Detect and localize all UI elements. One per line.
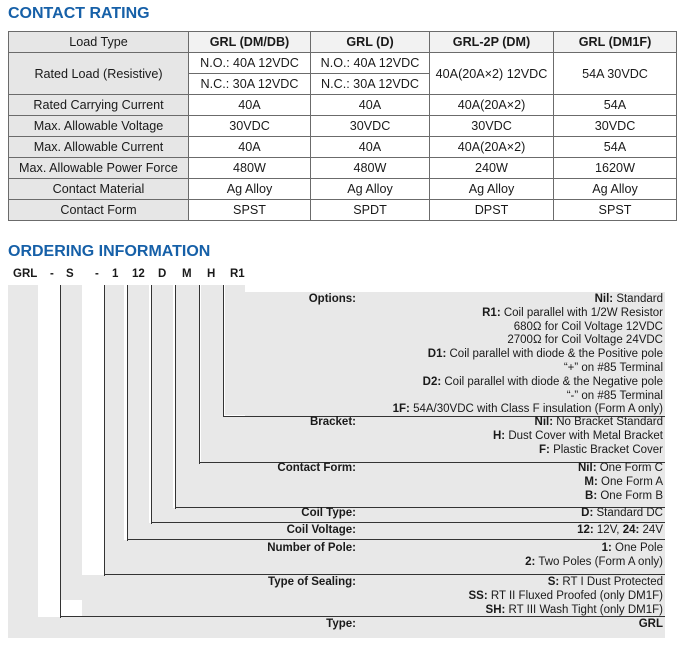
bracket-list <box>493 416 663 457</box>
row-label: Max. Allowable Voltage <box>9 116 189 137</box>
option-text: 54A/30VDC with Class F insulation (Form A only) <box>409 403 663 416</box>
option-text: 12V, <box>593 524 623 536</box>
table-cell: 40A(20A×2) 12VDC <box>430 53 554 95</box>
coil-type-list <box>581 507 663 521</box>
row-label: Max. Allowable Power Force <box>9 158 189 179</box>
code-poles: 1 <box>112 268 119 280</box>
option-line <box>393 321 663 335</box>
option-key: Nil: <box>578 462 597 474</box>
table-row <box>9 179 677 200</box>
option-text: One Form B <box>597 489 663 502</box>
option-line <box>393 307 663 321</box>
table-cell: 54A <box>554 95 677 116</box>
table-cell: Ag Alloy <box>189 179 311 200</box>
table-cell: N.O.: 40A 12VDC <box>311 53 430 74</box>
option-key: D1: <box>427 348 447 361</box>
table-cell: Ag Alloy <box>554 179 677 200</box>
table-cell: 30VDC <box>189 116 311 137</box>
option-key: 24: <box>622 524 640 536</box>
table-cell: 240W <box>430 158 554 179</box>
option-key: 1: <box>601 542 612 554</box>
poles-line <box>104 285 105 576</box>
code-coil-type: D <box>158 268 167 280</box>
option-text: No Bracket Standard <box>553 416 663 428</box>
option-text: Coil parallel with 1/2W Resistor <box>500 306 663 319</box>
table-cell: SPST <box>189 200 311 221</box>
poles-divider <box>104 574 665 575</box>
option-line <box>525 542 663 556</box>
table-cell: 30VDC <box>430 116 554 137</box>
option-text: 2700Ω for Coil Voltage 24VDC <box>507 334 663 347</box>
option-line <box>525 556 663 570</box>
code-contact-form: M <box>182 268 192 280</box>
option-text: “+” on #85 Terminal <box>563 361 663 374</box>
option-key: R1: <box>482 306 501 319</box>
table-cell: 40A(20A×2) <box>430 137 554 158</box>
table-row <box>9 53 677 74</box>
table-cell: 480W <box>189 158 311 179</box>
poles-list <box>525 542 663 570</box>
option-text: Two Poles (Form A only) <box>535 555 663 568</box>
table-cell: DPST <box>430 200 554 221</box>
option-key: B: <box>585 489 598 502</box>
table-cell: 54A 30VDC <box>554 53 677 95</box>
option-line <box>577 524 663 538</box>
table-row <box>9 137 677 158</box>
bracket-line <box>199 285 200 464</box>
header-grl-2p: GRL-2P (DM) <box>430 32 554 53</box>
ordering-info-heading: ORDERING INFORMATION <box>8 243 211 260</box>
table-cell: 40A <box>189 95 311 116</box>
coil-type-divider <box>151 522 665 523</box>
option-text: Standard <box>613 293 663 305</box>
header-grl-dm1f: GRL (DM1F) <box>554 32 677 53</box>
option-key: SS: <box>468 589 488 602</box>
coil-voltage-divider <box>127 539 665 540</box>
table-cell: 40A <box>311 137 430 158</box>
option-text: 24V <box>639 524 663 536</box>
option-line <box>393 348 663 362</box>
option-text: RT III Wash Tight (only DM1F) <box>505 603 663 616</box>
table-cell: 480W <box>311 158 430 179</box>
guide-column-type <box>8 285 38 638</box>
code-type: GRL <box>13 268 38 280</box>
option-line <box>468 576 663 590</box>
option-line <box>393 293 663 307</box>
bracket-label: Bracket: <box>309 416 356 428</box>
option-line <box>578 476 663 490</box>
options-list <box>393 293 663 417</box>
row-label: Contact Form <box>9 200 189 221</box>
header-load-type: Load Type <box>9 32 189 53</box>
option-line <box>578 490 663 504</box>
option-text: “-” on #85 Terminal <box>566 389 663 402</box>
option-key: D2: <box>422 375 442 388</box>
type-label: Type: <box>326 618 356 630</box>
option-key: 2: <box>525 555 536 568</box>
option-key: Nil: <box>594 293 614 305</box>
option-line <box>468 604 663 618</box>
table-cell: 54A <box>554 137 677 158</box>
guide-column-pole <box>104 285 124 575</box>
option-key: F: <box>539 443 550 456</box>
table-cell: Ag Alloy <box>430 179 554 200</box>
sealing-list <box>468 576 663 617</box>
table-cell: N.C.: 30A 12VDC <box>189 74 311 95</box>
coil-type-line <box>151 285 152 524</box>
code-dash: - <box>50 268 54 280</box>
option-text: 680Ω for Coil Voltage 12VDC <box>513 320 663 333</box>
table-cell: 1620W <box>554 158 677 179</box>
option-key: Nil: <box>534 416 554 428</box>
table-cell: SPST <box>554 200 677 221</box>
option-text: Coil parallel with diode & the Positive pole <box>446 348 663 361</box>
code-bracket: H <box>207 268 216 280</box>
row-label: Rated Load (Resistive) <box>9 53 189 95</box>
option-line <box>639 618 663 632</box>
option-line <box>578 462 663 476</box>
sealing-line <box>60 285 61 618</box>
coil-voltage-line <box>127 285 128 541</box>
table-cell: 40A(20A×2) <box>430 95 554 116</box>
contact-form-label: Contact Form: <box>277 462 356 474</box>
table-cell: 30VDC <box>554 116 677 137</box>
code-options: R1 <box>230 268 245 280</box>
table-cell: SPDT <box>311 200 430 221</box>
row-label: Contact Material <box>9 179 189 200</box>
table-row <box>9 116 677 137</box>
contact-rating-heading: CONTACT RATING <box>8 5 150 22</box>
table-cell: N.O.: 40A 12VDC <box>189 53 311 74</box>
option-text: Standard DC <box>593 507 663 519</box>
option-key: D: <box>581 507 594 519</box>
contact-form-line <box>175 285 176 509</box>
option-key: 12: <box>577 524 594 536</box>
option-line <box>493 444 663 458</box>
code-sealing: S <box>66 268 74 280</box>
option-key: SH: <box>485 603 506 616</box>
option-line <box>493 416 663 430</box>
row-label: Rated Carrying Current <box>9 95 189 116</box>
option-line <box>581 507 663 521</box>
option-key: GRL <box>638 618 663 630</box>
option-line <box>493 430 663 444</box>
code-dash: - <box>95 268 99 280</box>
row-label: Max. Allowable Current <box>9 137 189 158</box>
code-coil-voltage: 12 <box>132 268 145 280</box>
coil-voltage-list <box>577 524 663 538</box>
table-header-row <box>9 32 677 53</box>
option-text: RT II Fluxed Proofed (only DM1F) <box>487 589 663 602</box>
header-grl-dmdb: GRL (DM/DB) <box>189 32 311 53</box>
option-key: H: <box>493 429 506 442</box>
option-key: 1F: <box>392 403 410 416</box>
table-row <box>9 200 677 221</box>
option-line <box>393 334 663 348</box>
option-line <box>468 590 663 604</box>
option-text: RT I Dust Protected <box>559 576 663 588</box>
coil-voltage-label: Coil Voltage: <box>286 524 356 536</box>
option-text: Plastic Bracket Cover <box>549 443 663 456</box>
contact-rating-table <box>8 31 677 221</box>
table-row <box>9 158 677 179</box>
contact-form-list <box>578 462 663 503</box>
options-label: Options: <box>308 293 356 305</box>
sealing-label: Type of Sealing: <box>268 576 356 588</box>
option-text: One Form A <box>597 475 663 488</box>
table-cell: 30VDC <box>311 116 430 137</box>
table-cell: N.C.: 30A 12VDC <box>311 74 430 95</box>
option-text: One Form C <box>596 462 663 474</box>
option-line <box>393 390 663 404</box>
option-text: Dust Cover with Metal Bracket <box>505 429 663 442</box>
type-list <box>639 618 663 632</box>
option-line <box>393 376 663 390</box>
table-cell: 40A <box>311 95 430 116</box>
guide-column-bracket <box>201 285 223 463</box>
guide-column-voltage <box>127 285 149 540</box>
option-text: Coil parallel with diode & the Negative pole <box>441 375 663 388</box>
option-key: S: <box>547 576 560 588</box>
option-text: One Pole <box>611 542 663 554</box>
table-row <box>9 95 677 116</box>
table-cell: Ag Alloy <box>311 179 430 200</box>
coil-type-label: Coil Type: <box>301 507 356 519</box>
header-grl-d: GRL (D) <box>311 32 430 53</box>
table-cell: 40A <box>189 137 311 158</box>
guide-column-sealing <box>60 285 82 600</box>
option-line <box>393 362 663 376</box>
guide-column-contact-form <box>175 285 199 508</box>
guide-column-coil-type <box>151 285 173 523</box>
poles-label: Number of Pole: <box>267 542 356 554</box>
option-key: M: <box>584 475 598 488</box>
